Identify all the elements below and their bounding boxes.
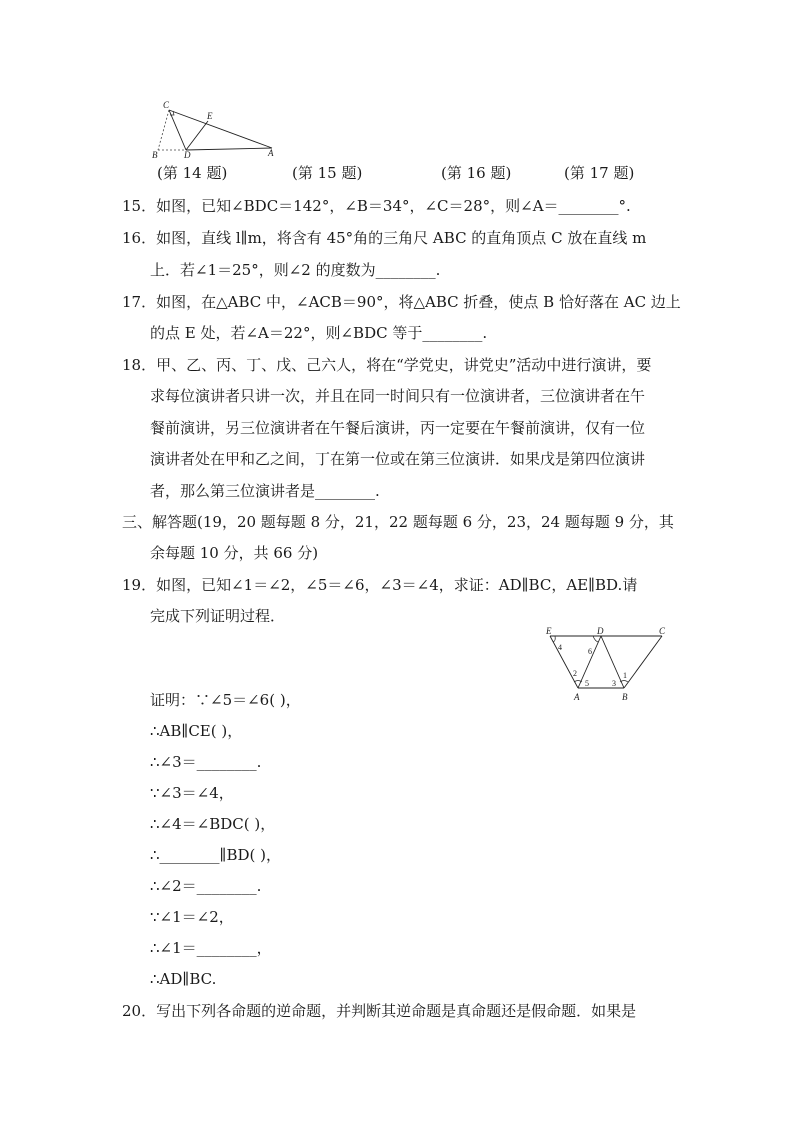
problem-19-line2: 完成下列证明过程． (150, 607, 286, 625)
problem-16-line1: 16．如图，直线 l∥m，将含有 45°角的三角尺 ABC 的直角顶点 C 放在直线 m (122, 229, 647, 247)
section-3-heading-line2: 余每题 10 分，共 66 分) (150, 544, 319, 562)
problem-17-line1: 17．如图，在△ABC 中，∠ACB＝90°，将△ABC 折叠，使点 B 恰好落在 AC 边上 (122, 293, 681, 311)
figure-17-diagram (148, 98, 278, 160)
label-a: A (574, 692, 580, 702)
label-c: C (163, 100, 170, 110)
caption-16: (第 16 题) (441, 164, 512, 182)
proof-line-7: ∴∠2＝________. (150, 877, 262, 895)
proof-line-3: ∴∠3＝________. (150, 753, 262, 771)
figure-19-diagram (540, 626, 670, 706)
proof-line-9: ∴∠1＝________， (150, 939, 272, 957)
proof-line-8: ∵∠1＝∠2， (150, 908, 234, 926)
proof-line-2: ∴AB∥CE( )， (150, 722, 243, 740)
label-b: B (152, 150, 158, 160)
problem-16-line2: 上．若∠1＝25°，则∠2 的度数为________. (150, 261, 441, 279)
angle-label-6: 6 (588, 647, 592, 656)
proof-line-1: 证明：∵∠5＝∠6( )， (150, 691, 301, 709)
label-a: A (268, 148, 274, 158)
proof-line-5: ∴∠4＝∠BDC( )， (150, 815, 276, 833)
angle-label-5: 5 (585, 679, 589, 688)
caption-15: (第 15 题) (292, 164, 363, 182)
proof-line-4: ∵∠3＝∠4， (150, 784, 234, 802)
section-3-heading: 三、解答题(19，20 题每题 8 分，21，22 题每题 6 分，23，24 题每题 9 分，其 (122, 513, 674, 531)
angle-label-1: 1 (623, 671, 627, 680)
problem-18-line1: 18．甲、乙、丙、丁、戊、己六人，将在“学党史，讲党史”活动中进行演讲，要 (122, 356, 652, 374)
proof-line-10: ∴AD∥BC. (150, 970, 217, 988)
proof-line-6: ∴________∥BD( )， (150, 846, 281, 864)
label-c: C (659, 626, 666, 636)
label-e: E (546, 626, 552, 636)
angle-label-3: 3 (612, 679, 616, 688)
problem-18-line2: 求每位演讲者只讲一次，并且在同一时间只有一位演讲者，三位演讲者在午 (150, 387, 646, 405)
label-e: E (207, 111, 213, 121)
angle-label-4: 4 (558, 643, 562, 652)
label-d: D (597, 626, 604, 636)
label-d: D (184, 150, 191, 160)
problem-18-line3: 餐前演讲，另三位演讲者在午餐后演讲，丙一定要在午餐前演讲，仅有一位 (150, 419, 646, 437)
caption-14: (第 14 题) (157, 164, 228, 182)
caption-17: (第 17 题) (564, 164, 635, 182)
problem-17-line2: 的点 E 处，若∠A＝22°，则∠BDC 等于________. (150, 324, 488, 342)
problem-20-line1: 20．写出下列各命题的逆命题，并判断其逆命题是真命题还是假命题．如果是 (122, 1002, 637, 1020)
problem-15: 15．如图，已知∠BDC＝142°，∠B＝34°，∠C＝28°，则∠A＝________°. (122, 197, 631, 215)
label-b: B (622, 692, 628, 702)
problem-19-line1: 19．如图，已知∠1＝∠2，∠5＝∠6，∠3＝∠4，求证：AD∥BC，AE∥BD.请 (122, 576, 638, 594)
problem-18-line5: 者，那么第三位演讲者是________. (150, 482, 380, 500)
problem-18-line4: 演讲者处在甲和乙之间，丁在第一位或在第三位演讲．如果戊是第四位演讲 (150, 450, 646, 468)
angle-label-2: 2 (573, 669, 577, 678)
